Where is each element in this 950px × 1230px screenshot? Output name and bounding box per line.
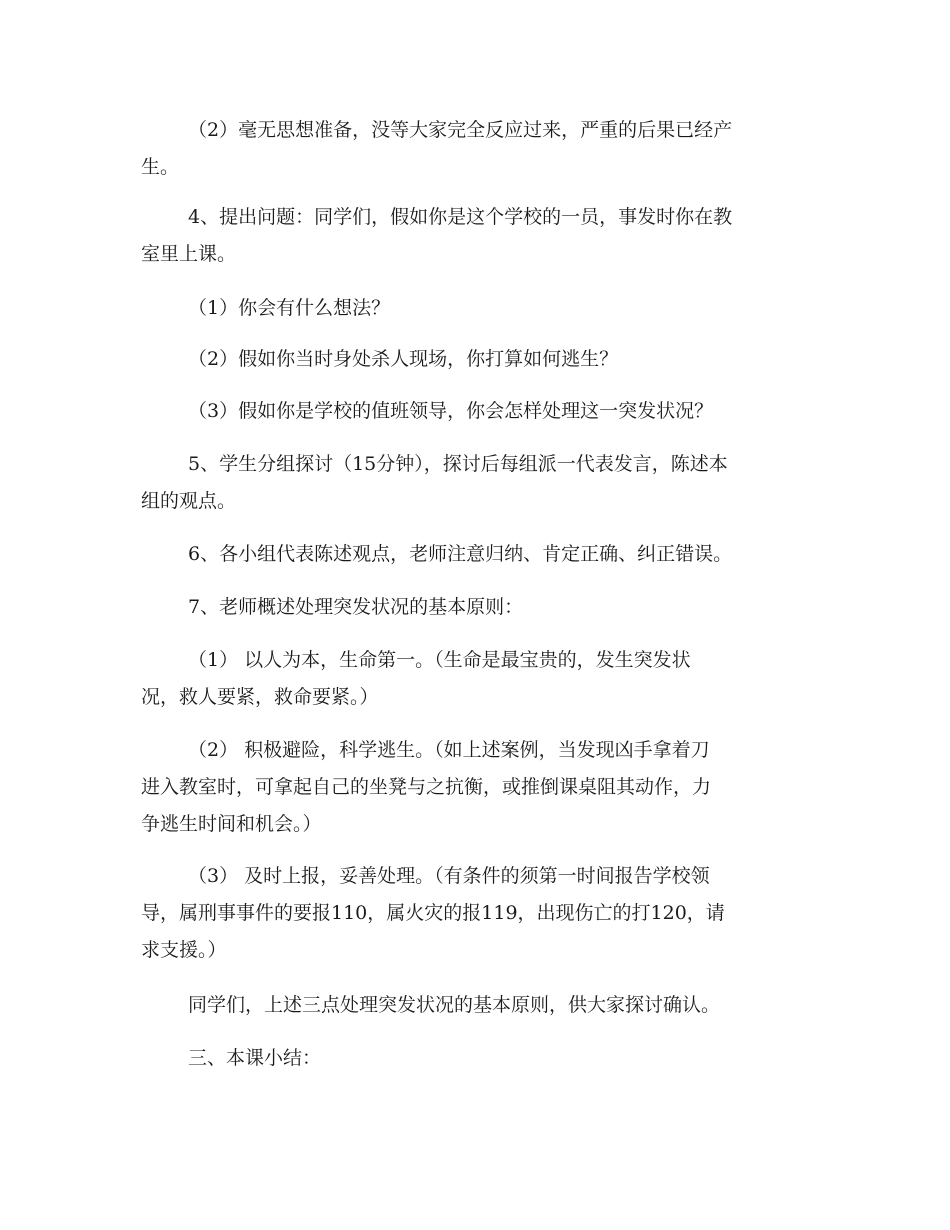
paragraph-line: 6、各小组代表陈述观点，老师注意归纳、肯定正确、纠正错误。: [188, 543, 733, 565]
paragraph-line: 5、学生分组探讨（15分钟），探讨后每组派一代表发言，陈述本: [188, 453, 728, 475]
paragraph-line: （1）你会有什么想法？: [188, 297, 391, 319]
paragraph-line: （2） 积极避险，科学逃生。（如上述案例，当发现凶手拿着刀: [188, 739, 710, 761]
paragraph-line: （2）毫无思想准备，没等大家完全反应过来，严重的后果已经产: [188, 119, 733, 141]
paragraph-line: 求支援。）: [141, 939, 227, 961]
paragraph-line: 组的观点。: [141, 490, 237, 512]
paragraph-line: （2）假如你当时身处杀人现场，你打算如何逃生？: [188, 348, 619, 370]
paragraph-line: 4、提出问题：同学们，假如你是这个学校的一员，事发时你在教: [188, 206, 733, 228]
paragraph-line: （3）假如你是学校的值班领导，你会怎样处理这一突发状况？: [188, 400, 714, 422]
paragraph-line: 况，救人要紧，救命要紧。）: [141, 686, 379, 708]
paragraph-line: 争逃生时间和机会。）: [141, 813, 322, 835]
paragraph-line: 生。: [141, 156, 180, 178]
section-heading: 三、本课小结：: [188, 1047, 322, 1069]
paragraph-line: 7、老师概述处理突发状况的基本原则：: [188, 596, 524, 618]
paragraph-line: 同学们，上述三点处理突发状况的基本原则，供大家探讨确认。: [188, 994, 721, 1016]
paragraph-line: 导，属刑事事件的要报110，属火灾的报119，出现伤亡的打120，请: [141, 902, 725, 924]
paragraph-line: （1） 以人为本，生命第一。（生命是最宝贵的，发生突发状: [188, 649, 691, 671]
paragraph-line: （3） 及时上报，妥善处理。（有条件的须第一时间报告学校领: [188, 865, 710, 887]
paragraph-line: 进入教室时，可拿起自己的坐凳与之抗衡，或推倒课桌阻其动作，力: [141, 776, 712, 798]
paragraph-line: 室里上课。: [141, 243, 237, 265]
